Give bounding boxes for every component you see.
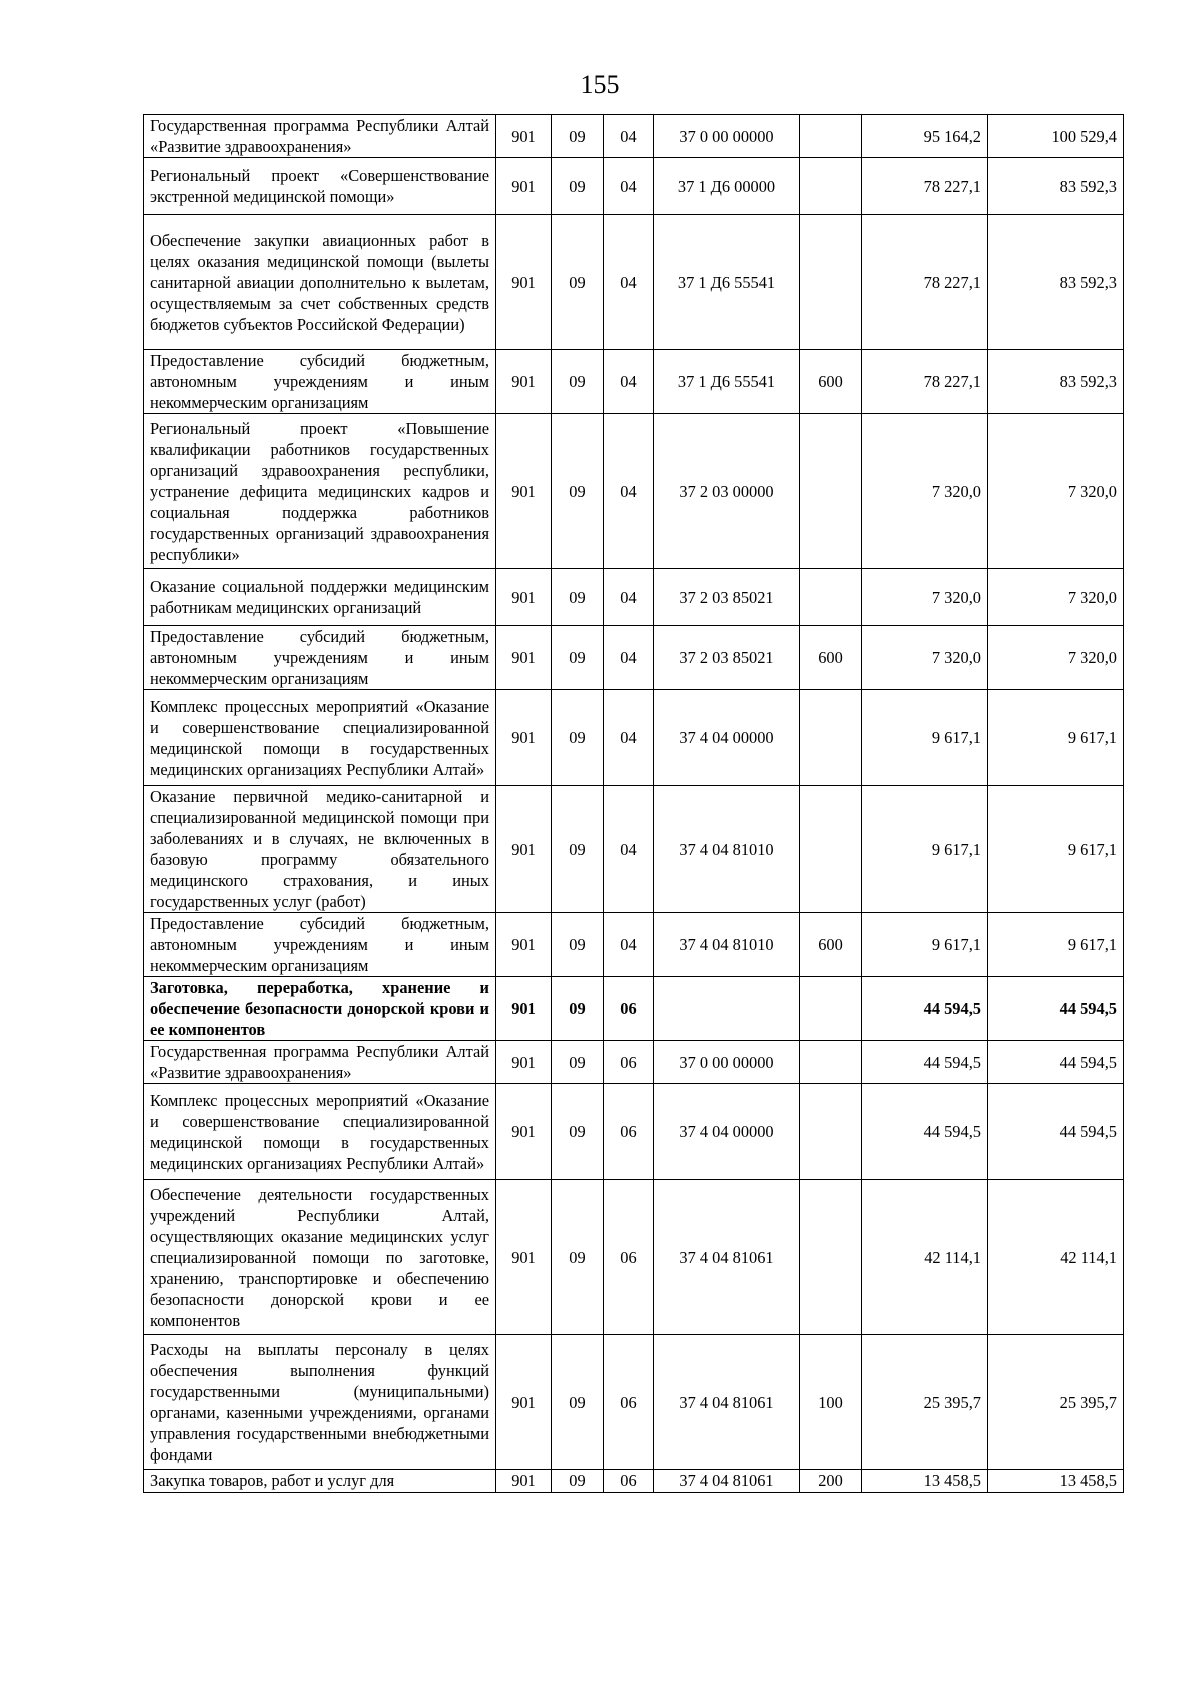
row-subsection-code: 06 <box>604 1084 654 1180</box>
row-subsection-code: 04 <box>604 414 654 569</box>
row-name: Обеспечение деятельности государственных учреждений Республики Алтай, осуществляющих оказание медицинских услуг специализированной помощи по заготовке, хранению, транспортировке и обеспечению безопасности донорской крови и ее компонентов <box>144 1180 496 1335</box>
row-subsection-code: 04 <box>604 690 654 786</box>
row-gr-code: 901 <box>496 626 552 690</box>
table-row <box>144 115 1124 158</box>
row-amount-1: 95 164,2 <box>862 115 988 158</box>
row-name: Расходы на выплаты персоналу в целях обеспечения выполнения функций государственными (муниципальными) органами, казенными учреждениями, органами управления государственными внебюджетными фондами <box>144 1335 496 1470</box>
table-row <box>144 1084 1124 1180</box>
row-gr-code: 901 <box>496 1180 552 1335</box>
table-row <box>144 158 1124 215</box>
row-expense-type: 200 <box>800 1470 862 1493</box>
row-section-code: 09 <box>552 1041 604 1084</box>
row-amount-2: 9 617,1 <box>988 690 1124 786</box>
table-row <box>144 690 1124 786</box>
row-target-article: 37 4 04 81010 <box>654 913 800 977</box>
row-amount-2: 42 114,1 <box>988 1180 1124 1335</box>
row-amount-2: 9 617,1 <box>988 913 1124 977</box>
row-amount-2: 100 529,4 <box>988 115 1124 158</box>
row-amount-1: 9 617,1 <box>862 786 988 913</box>
table-row <box>144 1470 1124 1493</box>
row-section-code: 09 <box>552 977 604 1041</box>
row-target-article: 37 4 04 81061 <box>654 1335 800 1470</box>
row-gr-code: 901 <box>496 414 552 569</box>
row-amount-1: 78 227,1 <box>862 215 988 350</box>
table-row <box>144 1335 1124 1470</box>
row-expense-type <box>800 115 862 158</box>
row-amount-1: 78 227,1 <box>862 158 988 215</box>
table-row <box>144 1180 1124 1335</box>
row-amount-1: 7 320,0 <box>862 626 988 690</box>
row-expense-type <box>800 1180 862 1335</box>
row-subsection-code: 06 <box>604 1041 654 1084</box>
row-amount-1: 44 594,5 <box>862 977 988 1041</box>
row-section-code: 09 <box>552 350 604 414</box>
row-gr-code: 901 <box>496 569 552 626</box>
row-amount-2: 83 592,3 <box>988 158 1124 215</box>
row-section-code: 09 <box>552 1084 604 1180</box>
row-amount-2: 44 594,5 <box>988 977 1124 1041</box>
row-section-code: 09 <box>552 215 604 350</box>
row-target-article: 37 4 04 81061 <box>654 1180 800 1335</box>
row-name: Предоставление субсидий бюджетным, автономным учреждениям и иным некоммерческим организациям <box>144 626 496 690</box>
row-subsection-code: 06 <box>604 1470 654 1493</box>
row-name: Предоставление субсидий бюджетным, автономным учреждениям и иным некоммерческим организациям <box>144 913 496 977</box>
row-amount-2: 83 592,3 <box>988 350 1124 414</box>
row-name: Региональный проект «Совершенствование экстренной медицинской помощи» <box>144 158 496 215</box>
table-row <box>144 977 1124 1041</box>
row-amount-1: 44 594,5 <box>862 1084 988 1180</box>
table-row <box>144 569 1124 626</box>
row-subsection-code: 04 <box>604 215 654 350</box>
row-target-article: 37 4 04 81061 <box>654 1470 800 1493</box>
row-amount-1: 42 114,1 <box>862 1180 988 1335</box>
row-subsection-code: 04 <box>604 626 654 690</box>
row-amount-2: 9 617,1 <box>988 786 1124 913</box>
row-target-article <box>654 977 800 1041</box>
row-expense-type <box>800 158 862 215</box>
row-name: Закупка товаров, работ и услуг для <box>144 1470 496 1493</box>
row-target-article: 37 1 Д6 55541 <box>654 215 800 350</box>
row-target-article: 37 1 Д6 00000 <box>654 158 800 215</box>
row-section-code: 09 <box>552 1180 604 1335</box>
row-expense-type <box>800 690 862 786</box>
row-gr-code: 901 <box>496 1335 552 1470</box>
row-name: Государственная программа Республики Алтай «Развитие здравоохранения» <box>144 115 496 158</box>
budget-table <box>143 114 1124 1493</box>
row-gr-code: 901 <box>496 786 552 913</box>
row-name: Оказание первичной медико-санитарной и специализированной медицинской помощи при заболеваниях и в случаях, не включенных в базовую программу обязательного медицинского страхования, и иных государственных услуг (работ) <box>144 786 496 913</box>
table-body <box>144 115 1124 1493</box>
row-target-article: 37 2 03 85021 <box>654 569 800 626</box>
row-amount-1: 9 617,1 <box>862 690 988 786</box>
row-name: Государственная программа Республики Алтай «Развитие здравоохранения» <box>144 1041 496 1084</box>
table-row <box>144 215 1124 350</box>
table-row <box>144 913 1124 977</box>
row-target-article: 37 2 03 00000 <box>654 414 800 569</box>
row-expense-type <box>800 786 862 913</box>
row-section-code: 09 <box>552 1335 604 1470</box>
row-name: Комплекс процессных мероприятий «Оказание и совершенствование специализированной медицинской помощи в государственных медицинских организациях Республики Алтай» <box>144 1084 496 1180</box>
row-gr-code: 901 <box>496 1470 552 1493</box>
row-gr-code: 901 <box>496 115 552 158</box>
row-amount-1: 7 320,0 <box>862 569 988 626</box>
row-gr-code: 901 <box>496 690 552 786</box>
row-subsection-code: 04 <box>604 569 654 626</box>
row-target-article: 37 4 04 00000 <box>654 690 800 786</box>
row-gr-code: 901 <box>496 913 552 977</box>
page-number: 155 <box>580 70 620 99</box>
row-expense-type <box>800 977 862 1041</box>
row-amount-1: 7 320,0 <box>862 414 988 569</box>
row-expense-type: 600 <box>800 350 862 414</box>
row-section-code: 09 <box>552 626 604 690</box>
row-name: Обеспечение закупки авиационных работ в целях оказания медицинской помощи (вылеты санитарной авиации дополнительно к вылетам, осуществляемым за счет собственных средств бюджетов субъектов Российской Федерации) <box>144 215 496 350</box>
row-amount-2: 83 592,3 <box>988 215 1124 350</box>
row-amount-2: 7 320,0 <box>988 414 1124 569</box>
row-section-code: 09 <box>552 158 604 215</box>
row-gr-code: 901 <box>496 977 552 1041</box>
row-section-code: 09 <box>552 690 604 786</box>
row-amount-2: 25 395,7 <box>988 1335 1124 1470</box>
row-subsection-code: 04 <box>604 786 654 913</box>
row-gr-code: 901 <box>496 350 552 414</box>
row-target-article: 37 4 04 81010 <box>654 786 800 913</box>
row-expense-type <box>800 1084 862 1180</box>
row-gr-code: 901 <box>496 1041 552 1084</box>
row-target-article: 37 2 03 85021 <box>654 626 800 690</box>
row-section-code: 09 <box>552 913 604 977</box>
row-section-code: 09 <box>552 1470 604 1493</box>
row-expense-type <box>800 1041 862 1084</box>
row-subsection-code: 04 <box>604 913 654 977</box>
row-name: Региональный проект «Повышение квалификации работников государственных организаций здравоохранения республики, устранение дефицита медицинских кадров и социальная поддержка работников государственных организаций здравоохранения республики» <box>144 414 496 569</box>
row-gr-code: 901 <box>496 215 552 350</box>
row-section-code: 09 <box>552 786 604 913</box>
row-amount-2: 13 458,5 <box>988 1470 1124 1493</box>
table-row <box>144 786 1124 913</box>
row-amount-1: 25 395,7 <box>862 1335 988 1470</box>
row-name: Комплекс процессных мероприятий «Оказание и совершенствование специализированной медицинской помощи в государственных медицинских организациях Республики Алтай» <box>144 690 496 786</box>
row-target-article: 37 0 00 00000 <box>654 115 800 158</box>
row-amount-2: 44 594,5 <box>988 1041 1124 1084</box>
row-subsection-code: 04 <box>604 350 654 414</box>
row-section-code: 09 <box>552 414 604 569</box>
row-subsection-code: 06 <box>604 977 654 1041</box>
row-section-code: 09 <box>552 569 604 626</box>
table-row <box>144 414 1124 569</box>
row-target-article: 37 4 04 00000 <box>654 1084 800 1180</box>
row-name: Заготовка, переработка, хранение и обеспечение безопасности донорской крови и ее компонентов <box>144 977 496 1041</box>
row-amount-2: 7 320,0 <box>988 626 1124 690</box>
row-expense-type: 600 <box>800 913 862 977</box>
row-gr-code: 901 <box>496 1084 552 1180</box>
row-subsection-code: 04 <box>604 115 654 158</box>
row-name: Оказание социальной поддержки медицинским работникам медицинских организаций <box>144 569 496 626</box>
row-subsection-code: 04 <box>604 158 654 215</box>
row-expense-type: 100 <box>800 1335 862 1470</box>
row-name: Предоставление субсидий бюджетным, автономным учреждениям и иным некоммерческим организациям <box>144 350 496 414</box>
row-target-article: 37 0 00 00000 <box>654 1041 800 1084</box>
row-section-code: 09 <box>552 115 604 158</box>
row-subsection-code: 06 <box>604 1180 654 1335</box>
row-target-article: 37 1 Д6 55541 <box>654 350 800 414</box>
row-expense-type <box>800 215 862 350</box>
row-amount-1: 13 458,5 <box>862 1470 988 1493</box>
row-amount-2: 44 594,5 <box>988 1084 1124 1180</box>
table-row <box>144 1041 1124 1084</box>
row-amount-1: 78 227,1 <box>862 350 988 414</box>
row-amount-1: 9 617,1 <box>862 913 988 977</box>
table-row <box>144 350 1124 414</box>
row-expense-type: 600 <box>800 626 862 690</box>
row-expense-type <box>800 569 862 626</box>
row-gr-code: 901 <box>496 158 552 215</box>
table-row <box>144 626 1124 690</box>
row-expense-type <box>800 414 862 569</box>
row-amount-1: 44 594,5 <box>862 1041 988 1084</box>
row-subsection-code: 06 <box>604 1335 654 1470</box>
row-amount-2: 7 320,0 <box>988 569 1124 626</box>
